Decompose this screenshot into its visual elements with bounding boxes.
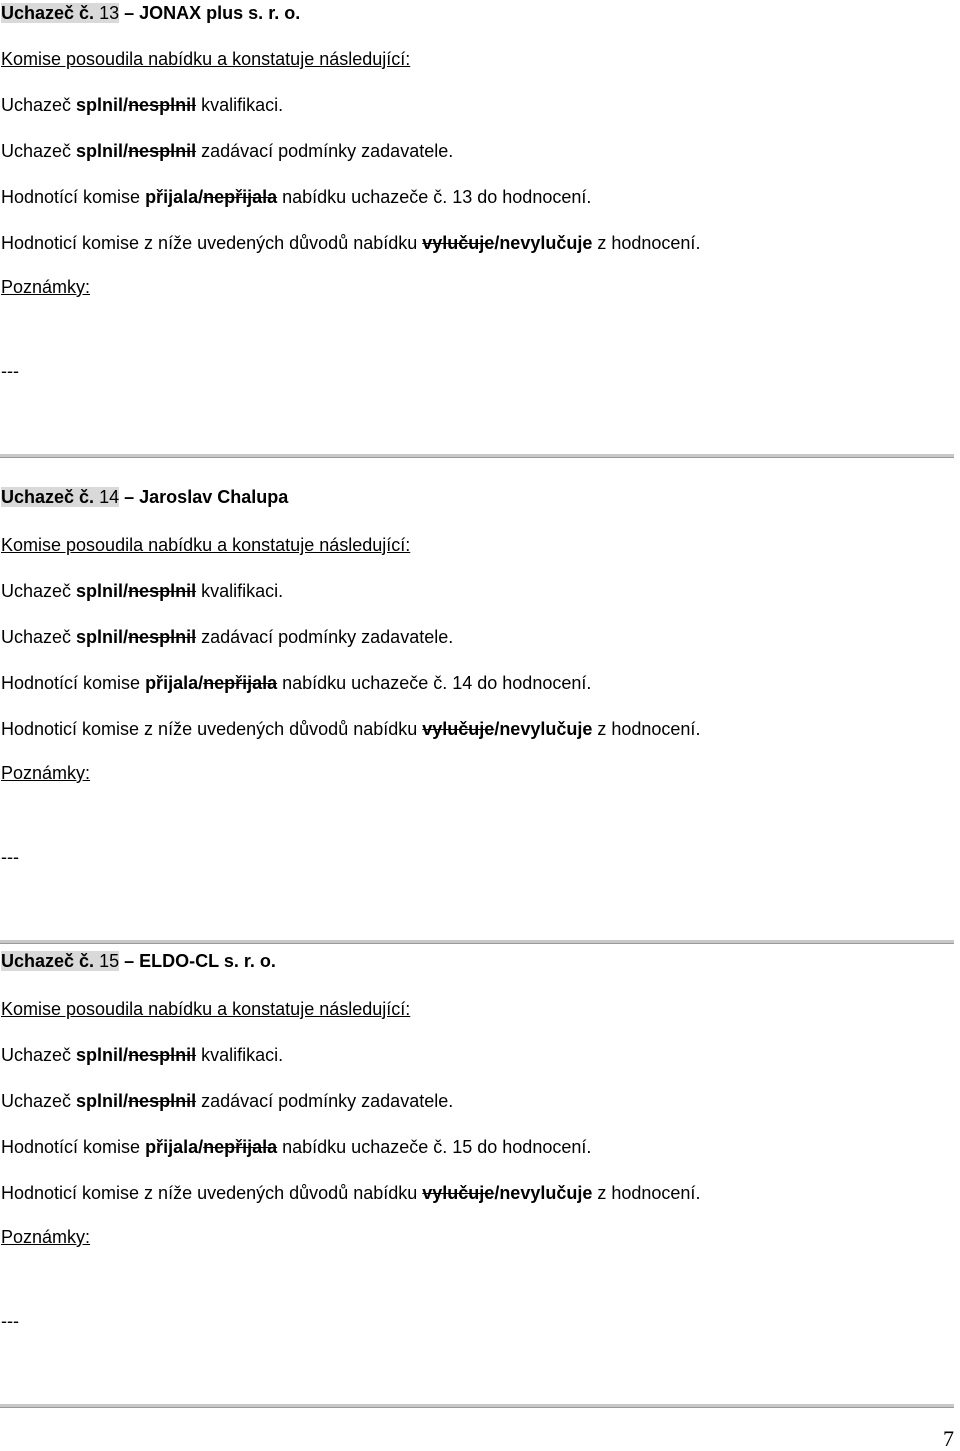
bidder-number: 15	[99, 951, 120, 971]
exclusion-line: Hodnoticí komise z níže uvedených důvodů nabídku vylučuje/nevylučuje z hodnocení.	[1, 1183, 701, 1203]
bidder-name: Jaroslav Chalupa	[139, 487, 289, 507]
bidder-heading	[1, 2, 300, 24]
bidder-label: Uchazeč č.	[1, 951, 95, 971]
bidder-label: Uchazeč č.	[1, 3, 95, 23]
bidder-number: 13	[99, 3, 120, 23]
notes-value: ---	[1, 361, 19, 381]
exclusion-line: Hodnoticí komise z níže uvedených důvodů nabídku vylučuje/nevylučuje z hodnocení.	[1, 233, 701, 253]
bidder-dash: –	[124, 487, 135, 507]
qualification-line: Uchazeč splnil/nesplnil kvalifikaci.	[1, 95, 284, 115]
bidder-number: 14	[99, 487, 120, 507]
acceptance-line: Hodnotící komise přijala/nepřijala nabídku uchazeče č. 14 do hodnocení.	[1, 673, 592, 693]
section-divider	[0, 940, 954, 944]
section-divider	[0, 454, 954, 458]
notes-value: ---	[1, 847, 19, 867]
conditions-line: Uchazeč splnil/nesplnil zadávací podmínky zadavatele.	[1, 141, 454, 161]
qualification-line: Uchazeč splnil/nesplnil kvalifikaci.	[1, 1045, 284, 1065]
acceptance-line: Hodnotící komise přijala/nepřijala nabídku uchazeče č. 13 do hodnocení.	[1, 187, 592, 207]
conditions-line: Uchazeč splnil/nesplnil zadávací podmínky zadavatele.	[1, 627, 454, 647]
notes-value: ---	[1, 1311, 19, 1331]
bidder-name: ELDO-CL s. r. o.	[139, 951, 276, 971]
bidder-name: JONAX plus s. r. o.	[139, 3, 301, 23]
page-number: 7	[943, 1426, 954, 1451]
qualification-line: Uchazeč splnil/nesplnil kvalifikaci.	[1, 581, 284, 601]
notes-label: Poznámky:	[1, 277, 91, 297]
commission-statement: Komise posoudila nabídku a konstatuje následující:	[1, 999, 411, 1019]
commission-statement: Komise posoudila nabídku a konstatuje následující:	[1, 535, 411, 555]
bidder-label: Uchazeč č.	[1, 487, 95, 507]
notes-label: Poznámky:	[1, 1227, 91, 1247]
bidder-heading	[1, 950, 276, 972]
section-divider	[0, 1404, 954, 1408]
commission-statement: Komise posoudila nabídku a konstatuje následující:	[1, 49, 411, 69]
bidder-dash: –	[124, 951, 135, 971]
notes-label: Poznámky:	[1, 763, 91, 783]
acceptance-line: Hodnotící komise přijala/nepřijala nabídku uchazeče č. 15 do hodnocení.	[1, 1137, 592, 1157]
exclusion-line: Hodnoticí komise z níže uvedených důvodů nabídku vylučuje/nevylučuje z hodnocení.	[1, 719, 701, 739]
conditions-line: Uchazeč splnil/nesplnil zadávací podmínky zadavatele.	[1, 1091, 454, 1111]
bidder-heading	[1, 486, 288, 508]
bidder-dash: –	[124, 3, 135, 23]
